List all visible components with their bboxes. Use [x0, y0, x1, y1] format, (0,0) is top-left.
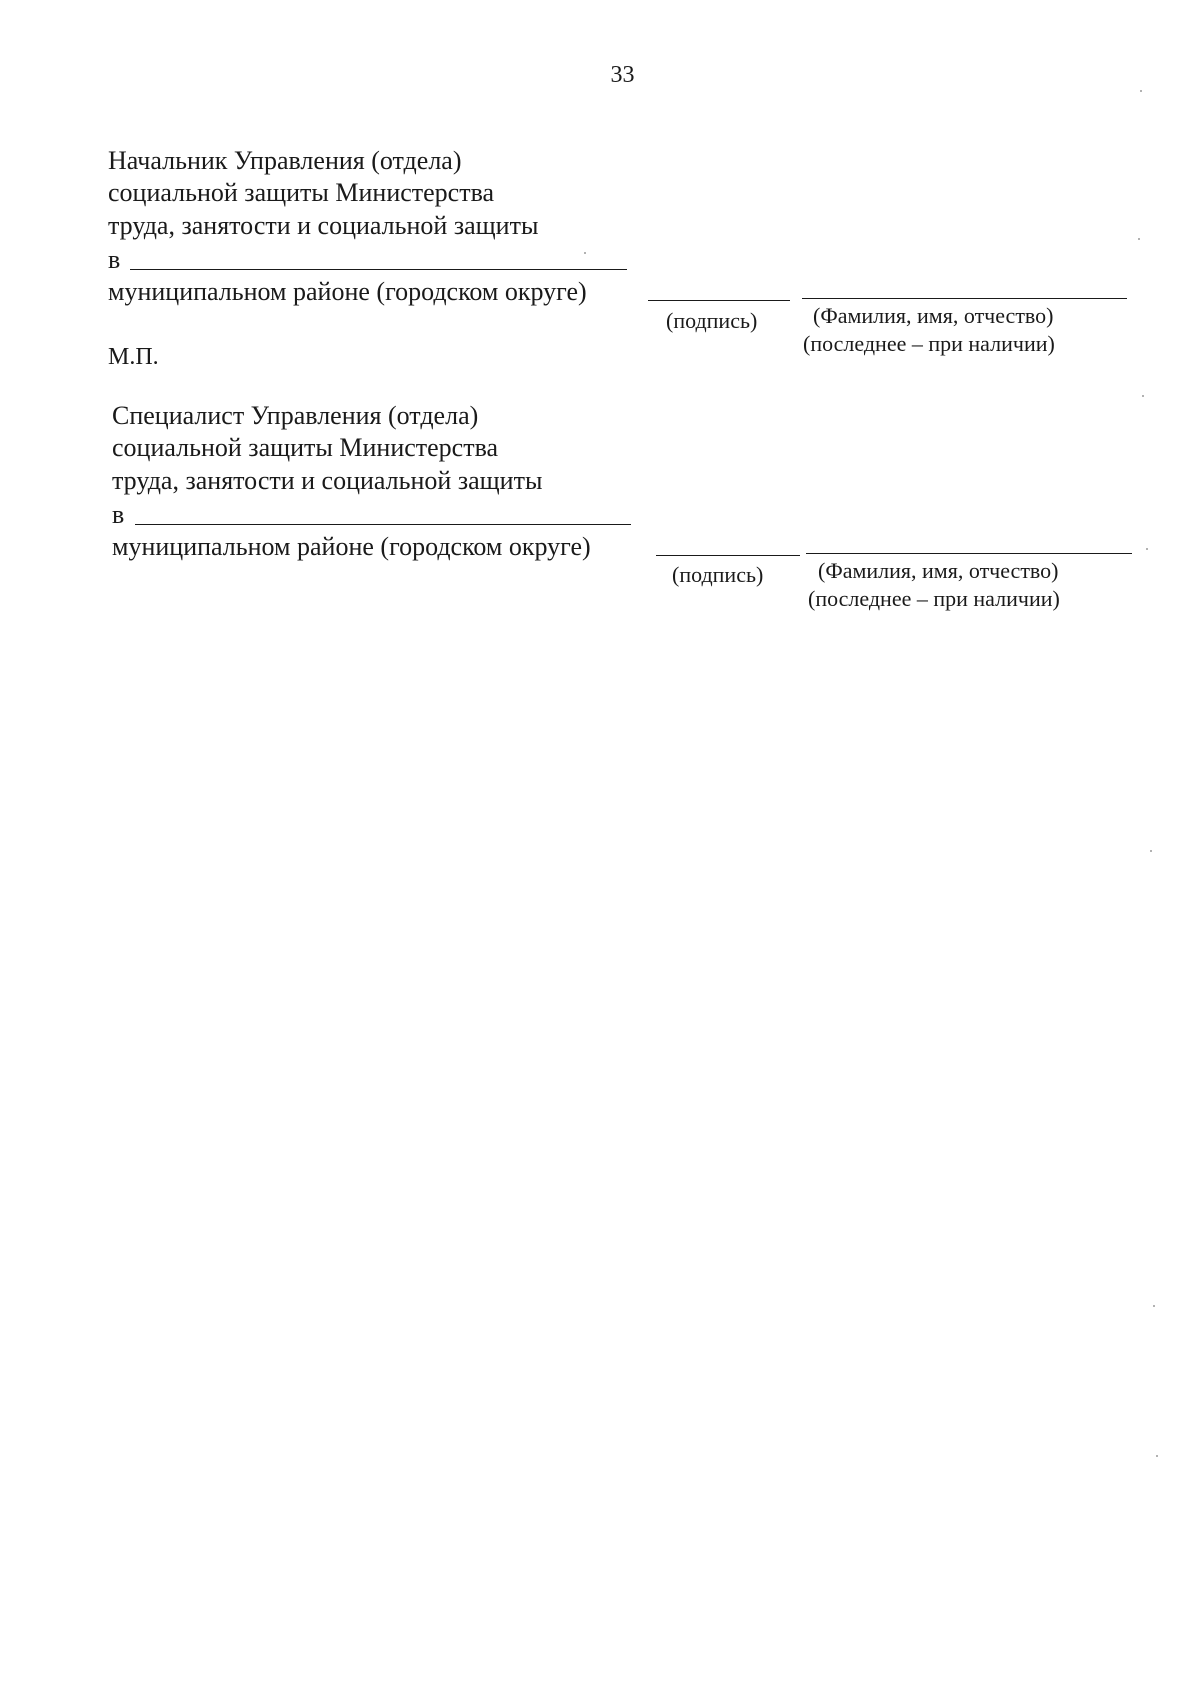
head-signature-blank[interactable] — [648, 300, 790, 301]
head-prefix-v: в — [108, 245, 121, 274]
head-title-line-1: Начальник Управления (отдела) — [108, 146, 462, 175]
head-title-line-2: социальной защиты Министерства — [108, 178, 495, 207]
scan-speck — [1153, 1305, 1155, 1307]
scan-speck — [1138, 238, 1140, 240]
scan-speck — [1156, 1455, 1158, 1457]
specialist-title-line-2: социальной защиты Министерства — [112, 433, 499, 462]
specialist-district-line: муниципальном районе (городском округе) — [112, 532, 591, 561]
specialist-name-blank[interactable] — [806, 553, 1132, 554]
scan-speck — [1150, 850, 1152, 852]
specialist-district-blank[interactable] — [135, 524, 631, 525]
specialist-name-caption-2: (последнее – при наличии) — [808, 586, 1060, 611]
scan-speck — [1146, 548, 1148, 550]
head-name-blank[interactable] — [802, 298, 1127, 299]
specialist-name-caption-1: (Фамилия, имя, отчество) — [818, 558, 1059, 583]
stamp-place-label: М.П. — [108, 344, 159, 370]
scan-speck — [1142, 395, 1144, 397]
head-name-caption-1: (Фамилия, имя, отчество) — [813, 303, 1054, 328]
scan-speck — [1140, 90, 1142, 92]
head-name-caption-2: (последнее – при наличии) — [803, 331, 1055, 356]
specialist-prefix-v: в — [112, 500, 125, 529]
specialist-signature-caption: (подпись) — [672, 562, 764, 587]
specialist-signature-blank[interactable] — [656, 555, 800, 556]
specialist-title-line-3: труда, занятости и социальной защиты — [112, 466, 543, 495]
head-district-blank[interactable] — [130, 269, 627, 270]
head-signature-caption: (подпись) — [666, 308, 758, 333]
scan-speck — [584, 252, 586, 254]
head-district-line: муниципальном районе (городском округе) — [108, 277, 587, 306]
head-title-line-3: труда, занятости и социальной защиты — [108, 211, 539, 240]
page-number: 33 — [610, 62, 635, 88]
specialist-title-line-1: Специалист Управления (отдела) — [112, 401, 479, 430]
